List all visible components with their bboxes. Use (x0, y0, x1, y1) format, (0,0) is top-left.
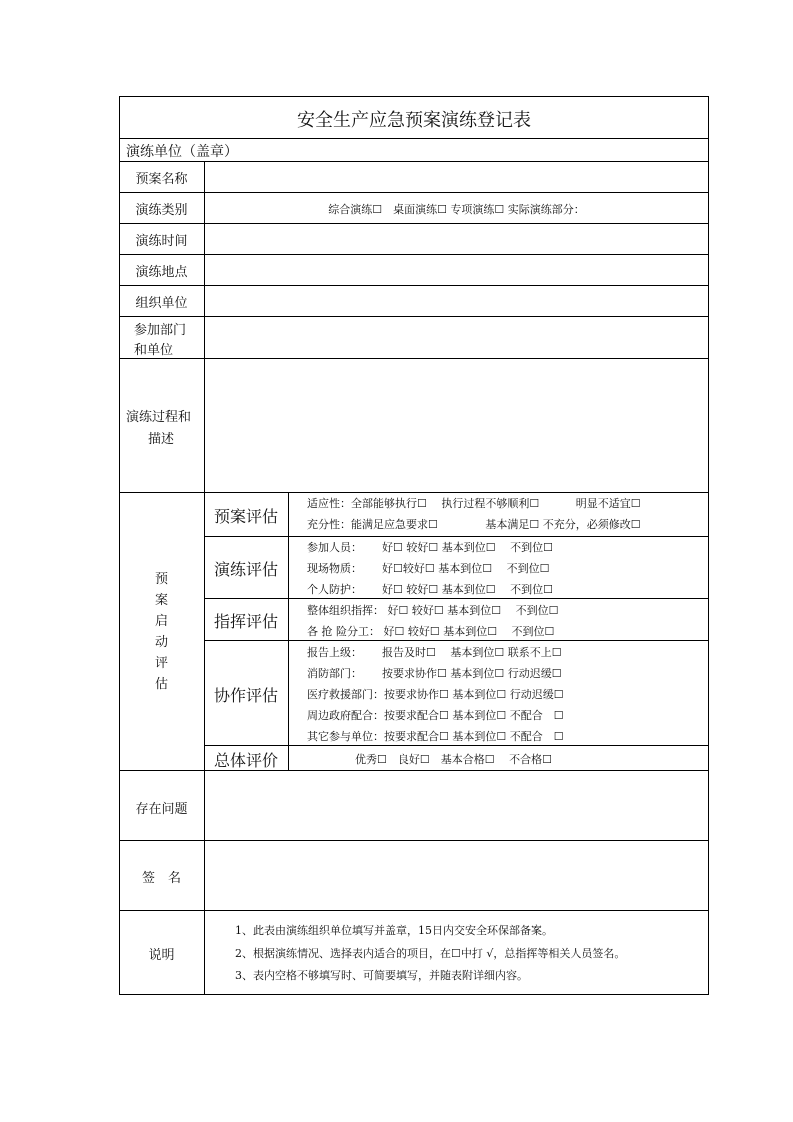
unit-label: 演练单位（盖章） (126, 144, 238, 160)
command-eval-line[interactable]: 整体组织指挥： 好☐ 较好☐ 基本到位☐ 不到位☐ (307, 604, 559, 617)
time-label: 演练时间 (135, 234, 188, 249)
category-label: 演练类别 (135, 203, 188, 218)
process-field[interactable] (205, 359, 708, 491)
plan-name-field[interactable] (205, 162, 708, 191)
coop-eval-line[interactable]: 周边政府配合：按要求配合☐ 基本到位☐ 不配合 ☐ (307, 709, 564, 722)
place-label: 演练地点 (135, 265, 188, 280)
drill-eval-line[interactable]: 现场物质： 好☐较好☐ 基本到位☐ 不到位☐ (307, 562, 550, 575)
command-eval-label: 指挥评估 (213, 612, 278, 631)
category-options[interactable]: 综合演练☐ 桌面演练☐ 专项演练☐ 实际演练部分： (328, 203, 585, 216)
org-field[interactable] (205, 286, 708, 315)
coop-eval-line[interactable]: 报告上级： 报告及时☐ 基本到位☐ 联系不上☐ (307, 646, 562, 659)
note-line: 3、表内空格不够填写时、可简要填写，并随表附详细内容。 (235, 969, 528, 982)
plan-eval-line[interactable]: 适应性：全部能够执行☐ 执行过程不够顺利☐ 明显不适宜☐ (307, 497, 641, 510)
notes-label: 说明 (148, 948, 175, 963)
coop-eval-label: 协作评估 (213, 686, 278, 705)
time-field[interactable] (205, 224, 708, 253)
coop-eval-line[interactable]: 其它参与单位：按要求配合☐ 基本到位☐ 不配合 ☐ (307, 730, 564, 743)
process-label-2: 描述 (148, 432, 175, 447)
overall-eval-label: 总体评价 (213, 751, 278, 770)
coop-eval-line[interactable]: 消防部门： 按要求协作☐ 基本到位☐ 行动迟缓☐ (307, 667, 562, 680)
problems-label: 存在问题 (135, 802, 188, 817)
drill-eval-line[interactable]: 个人防护： 好☐ 较好☐ 基本到位☐ 不到位☐ (307, 583, 553, 596)
note-line: 2、根据演练情况、选择表内适合的项目，在☐中打 √，总指挥等相关人员签名。 (235, 947, 626, 960)
command-eval-line[interactable]: 各 抢 险分工： 好☐ 较好☐ 基本到位☐ 不到位☐ (307, 625, 555, 638)
dept-field[interactable] (205, 317, 708, 357)
process-label-1: 演练过程和 (126, 410, 192, 425)
note-line: 1、此表由演练组织单位填写并盖章，15日内交安全环保部备案。 (235, 924, 553, 937)
sign-label: 签 名 (141, 871, 181, 886)
drill-eval-line[interactable]: 参加人员： 好☐ 较好☐ 基本到位☐ 不到位☐ (307, 541, 553, 554)
sign-field[interactable] (205, 841, 708, 909)
dept-label-1: 参加部门 (134, 323, 187, 338)
form-title: 安全生产应急预案演练登记表 (297, 110, 531, 131)
overall-eval-line[interactable]: 优秀☐ 良好☐ 基本合格☐ 不合格☐ (355, 753, 552, 766)
plan-eval-line[interactable]: 充分性：能满足应急要求☐ 基本满足☐ 不充分，必须修改☐ (307, 518, 641, 531)
assessment-label: 预 案 启 动 评 估 (154, 572, 168, 692)
drill-eval-label: 演练评估 (213, 560, 278, 579)
dept-label-2: 和单位 (134, 343, 174, 358)
problems-field[interactable] (205, 771, 708, 839)
plan-name-label: 预案名称 (135, 172, 188, 187)
place-field[interactable] (205, 255, 708, 284)
coop-eval-line[interactable]: 医疗救援部门：按要求协作☐ 基本到位☐ 行动迟缓☐ (307, 688, 564, 701)
org-label: 组织单位 (135, 296, 188, 311)
plan-eval-label: 预案评估 (213, 507, 278, 526)
